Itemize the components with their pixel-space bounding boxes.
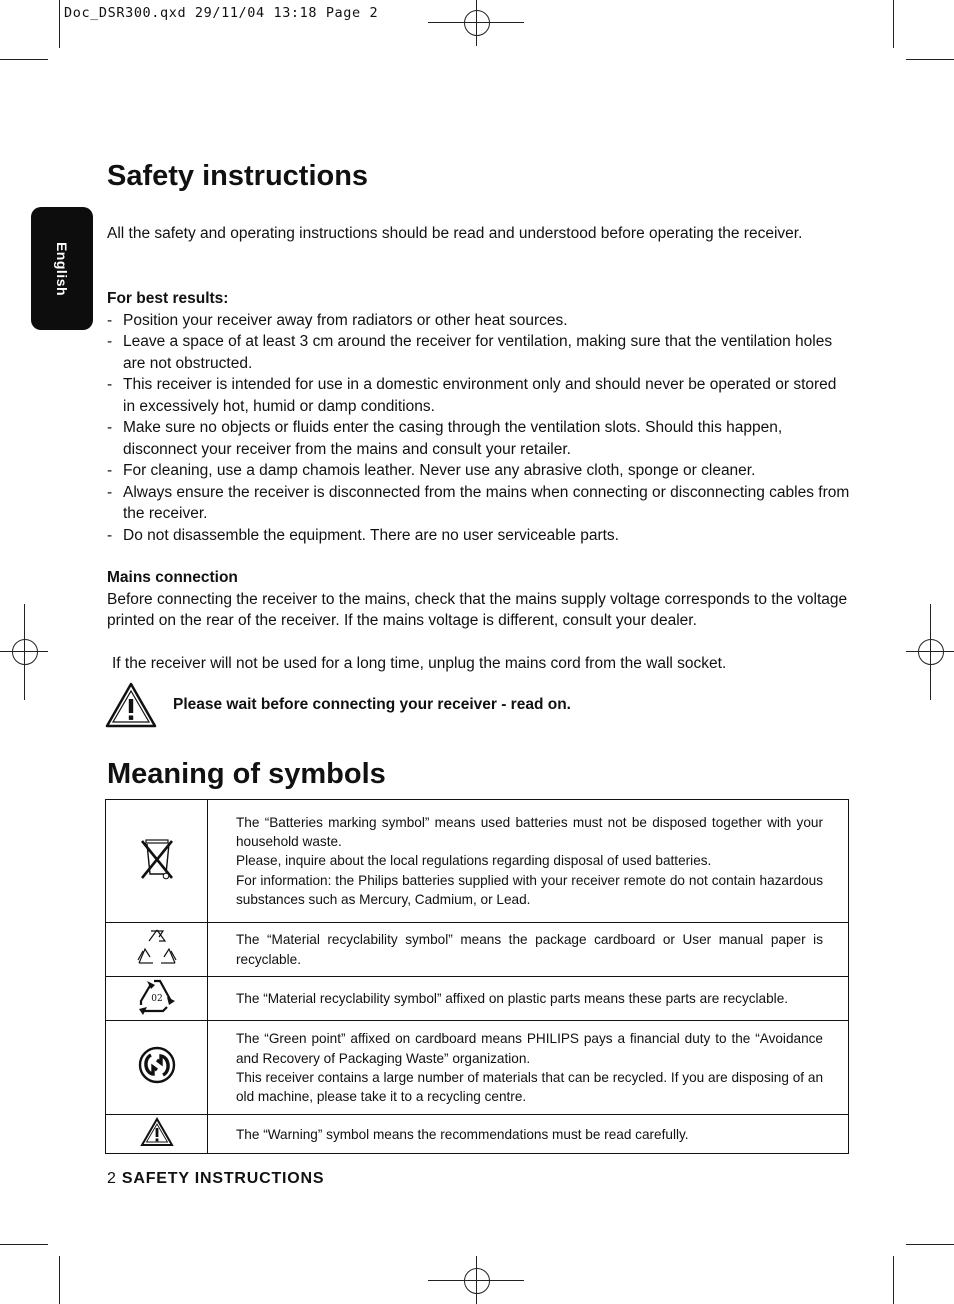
- table-cell-description: [208, 923, 849, 977]
- mains-heading: Mains connection: [107, 569, 238, 586]
- safety-title: Safety instructions: [107, 160, 369, 192]
- unplug-text: If the receiver will not be used for a long time, unplug the mains cord from the wall socket.: [112, 655, 727, 672]
- warning-callout: [105, 682, 850, 730]
- list-item: - Do not disassemble the equipment. There are no user serviceable parts.: [107, 525, 852, 547]
- table-row: [106, 1021, 849, 1115]
- table-row: [106, 800, 849, 923]
- symbol-description: The “Batteries marking symbol” means used batteries must not be disposed together with your household waste.: [236, 814, 823, 850]
- list-item: - Position your receiver away from radiators or other heat sources.: [107, 310, 852, 332]
- table-cell-icon: [106, 1021, 208, 1115]
- table-cell-description: [208, 977, 849, 1021]
- recycle-plastic-icon: [137, 977, 177, 1015]
- symbol-description: The “Warning” symbol means the recommendations must be read carefully.: [236, 1126, 689, 1142]
- table-cell-description: [208, 1115, 849, 1154]
- recycle-paper-icon: [135, 927, 179, 967]
- warning-triangle-icon: [140, 1117, 174, 1147]
- warning-triangle-icon: [105, 682, 157, 728]
- symbols-table: [105, 799, 849, 1154]
- list-item: - Always ensure the receiver is disconnected from the mains when connecting or disconnecting cables from the receiver.: [107, 482, 852, 525]
- table-cell-description: [208, 800, 849, 923]
- symbol-description: The “Green point” affixed on cardboard means PHILIPS pays a financial duty to the “Avoidance and Recovery of Packaging Waste” organization.: [236, 1031, 823, 1066]
- safety-intro: All the safety and operating instructions should be read and understood before operating the receiver.: [107, 225, 803, 242]
- best-results-section: [107, 288, 852, 546]
- language-tab-label: English: [54, 241, 70, 296]
- green-point-icon: [137, 1045, 177, 1085]
- table-row: [106, 977, 849, 1021]
- table-cell-icon: [106, 923, 208, 977]
- print-slug: Doc_DSR300.qxd 29/11/04 13:18 Page 2: [64, 5, 379, 21]
- table-cell-description: [208, 1021, 849, 1115]
- table-row: [106, 923, 849, 977]
- best-results-heading: For best results:: [107, 290, 229, 307]
- list-item: - Make sure no objects or fluids enter the casing through the ventilation slots. Should this happen, disconnect your receiver from the mains and consult your retailer.: [107, 417, 852, 460]
- symbol-description: Please, inquire about the local regulations regarding disposal of used batteries.: [236, 853, 712, 869]
- table-row: [106, 1115, 849, 1154]
- list-item: - This receiver is intended for use in a domestic environment only and should never be operated or stored in excessively hot, humid or damp conditions.: [107, 374, 852, 417]
- table-cell-icon: [106, 977, 208, 1021]
- page-footer: [107, 1170, 324, 1188]
- safety-bullet-list: [107, 310, 852, 547]
- language-tab: [31, 207, 93, 330]
- list-item: - Leave a space of at least 3 cm around the receiver for ventilation, making sure that the ventilation holes are not obstructed.: [107, 331, 852, 374]
- page-number: 2: [107, 1170, 116, 1187]
- warning-text: Please wait before connecting your receiver - read on.: [173, 696, 571, 713]
- table-cell-icon: [106, 1115, 208, 1154]
- mains-connection-section: [107, 567, 852, 632]
- table-cell-icon: [106, 800, 208, 923]
- footer-section-label: SAFETY INSTRUCTIONS: [121, 1170, 325, 1187]
- list-item: - For cleaning, use a damp chamois leather. Never use any abrasive cloth, sponge or cleaner.: [107, 460, 852, 482]
- mains-text: Before connecting the receiver to the mains, check that the mains supply voltage corresponds to the voltage printed on the rear of the receiver. If the mains voltage is different, consult your dealer.: [107, 590, 848, 629]
- plastic-code-label: 02: [150, 994, 163, 1004]
- symbol-description: The “Material recyclability symbol” affixed on plastic parts means these parts are recyclable.: [236, 991, 789, 1006]
- symbol-description: For information: the Philips batteries supplied with your receiver remote do not contain hazardous substances such as Mercury, Cadmium, or Lead.: [236, 872, 823, 907]
- crossed-bin-icon: [137, 834, 177, 882]
- symbol-description: The “Material recyclability symbol” means the package cardboard or User manual paper is recyclable.: [236, 932, 823, 967]
- symbol-description: This receiver contains a large number of materials that can be recycled. If you are disposing of an old machine, please take it to a recycling centre.: [236, 1069, 823, 1104]
- symbols-title: Meaning of symbols: [107, 758, 386, 790]
